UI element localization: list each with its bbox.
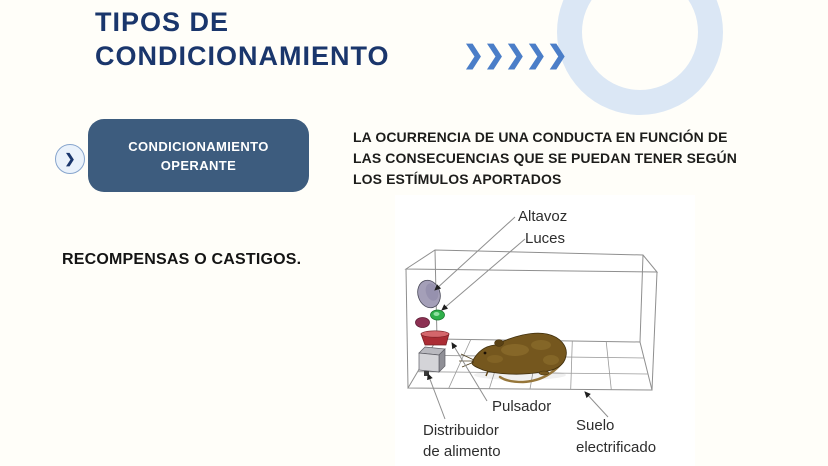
- description-text: [353, 127, 737, 190]
- card-label-line2: OPERANTE: [160, 157, 237, 173]
- figure-label-speaker: Altavoz: [518, 208, 568, 225]
- chevrons-decoration: ❯❯❯❯❯: [463, 41, 568, 69]
- figure-label-floor-line2: electrificado: [576, 439, 657, 456]
- figure-label-dispenser-line1: Distribuidor: [423, 422, 499, 439]
- page-title: [95, 5, 390, 73]
- skinner-box-figure: [395, 195, 695, 466]
- figure-label-floor-line1: Suelo: [576, 417, 615, 434]
- description-line2: LAS CONSECUENCIAS QUE SE PUEDAN TENER SEGÚN: [353, 150, 737, 166]
- ring-decoration: [557, 0, 723, 115]
- rewards-text: RECOMPENSAS O CASTIGOS.: [62, 251, 302, 268]
- figure-food-tray: [421, 331, 449, 345]
- page-title-line1: TIPOS DE: [95, 7, 230, 37]
- chevron-right-icon: ❯: [64, 151, 76, 166]
- page-title-line2: CONDICIONAMIENTO: [95, 41, 390, 71]
- figure-label-lights: Luces: [525, 230, 566, 247]
- operant-conditioning-card[interactable]: [88, 119, 309, 192]
- figure-label-lever: Pulsador: [492, 398, 552, 415]
- next-arrow-button[interactable]: [55, 144, 85, 174]
- figure-label-dispenser-line2: de alimento: [423, 443, 501, 460]
- card-label-line1: CONDICIONAMIENTO: [128, 138, 269, 154]
- description-line1: LA OCURRENCIA DE UNA CONDUCTA EN FUNCIÓN DE: [353, 129, 728, 145]
- description-line3: LOS ESTÍMULOS APORTADOS: [353, 171, 562, 187]
